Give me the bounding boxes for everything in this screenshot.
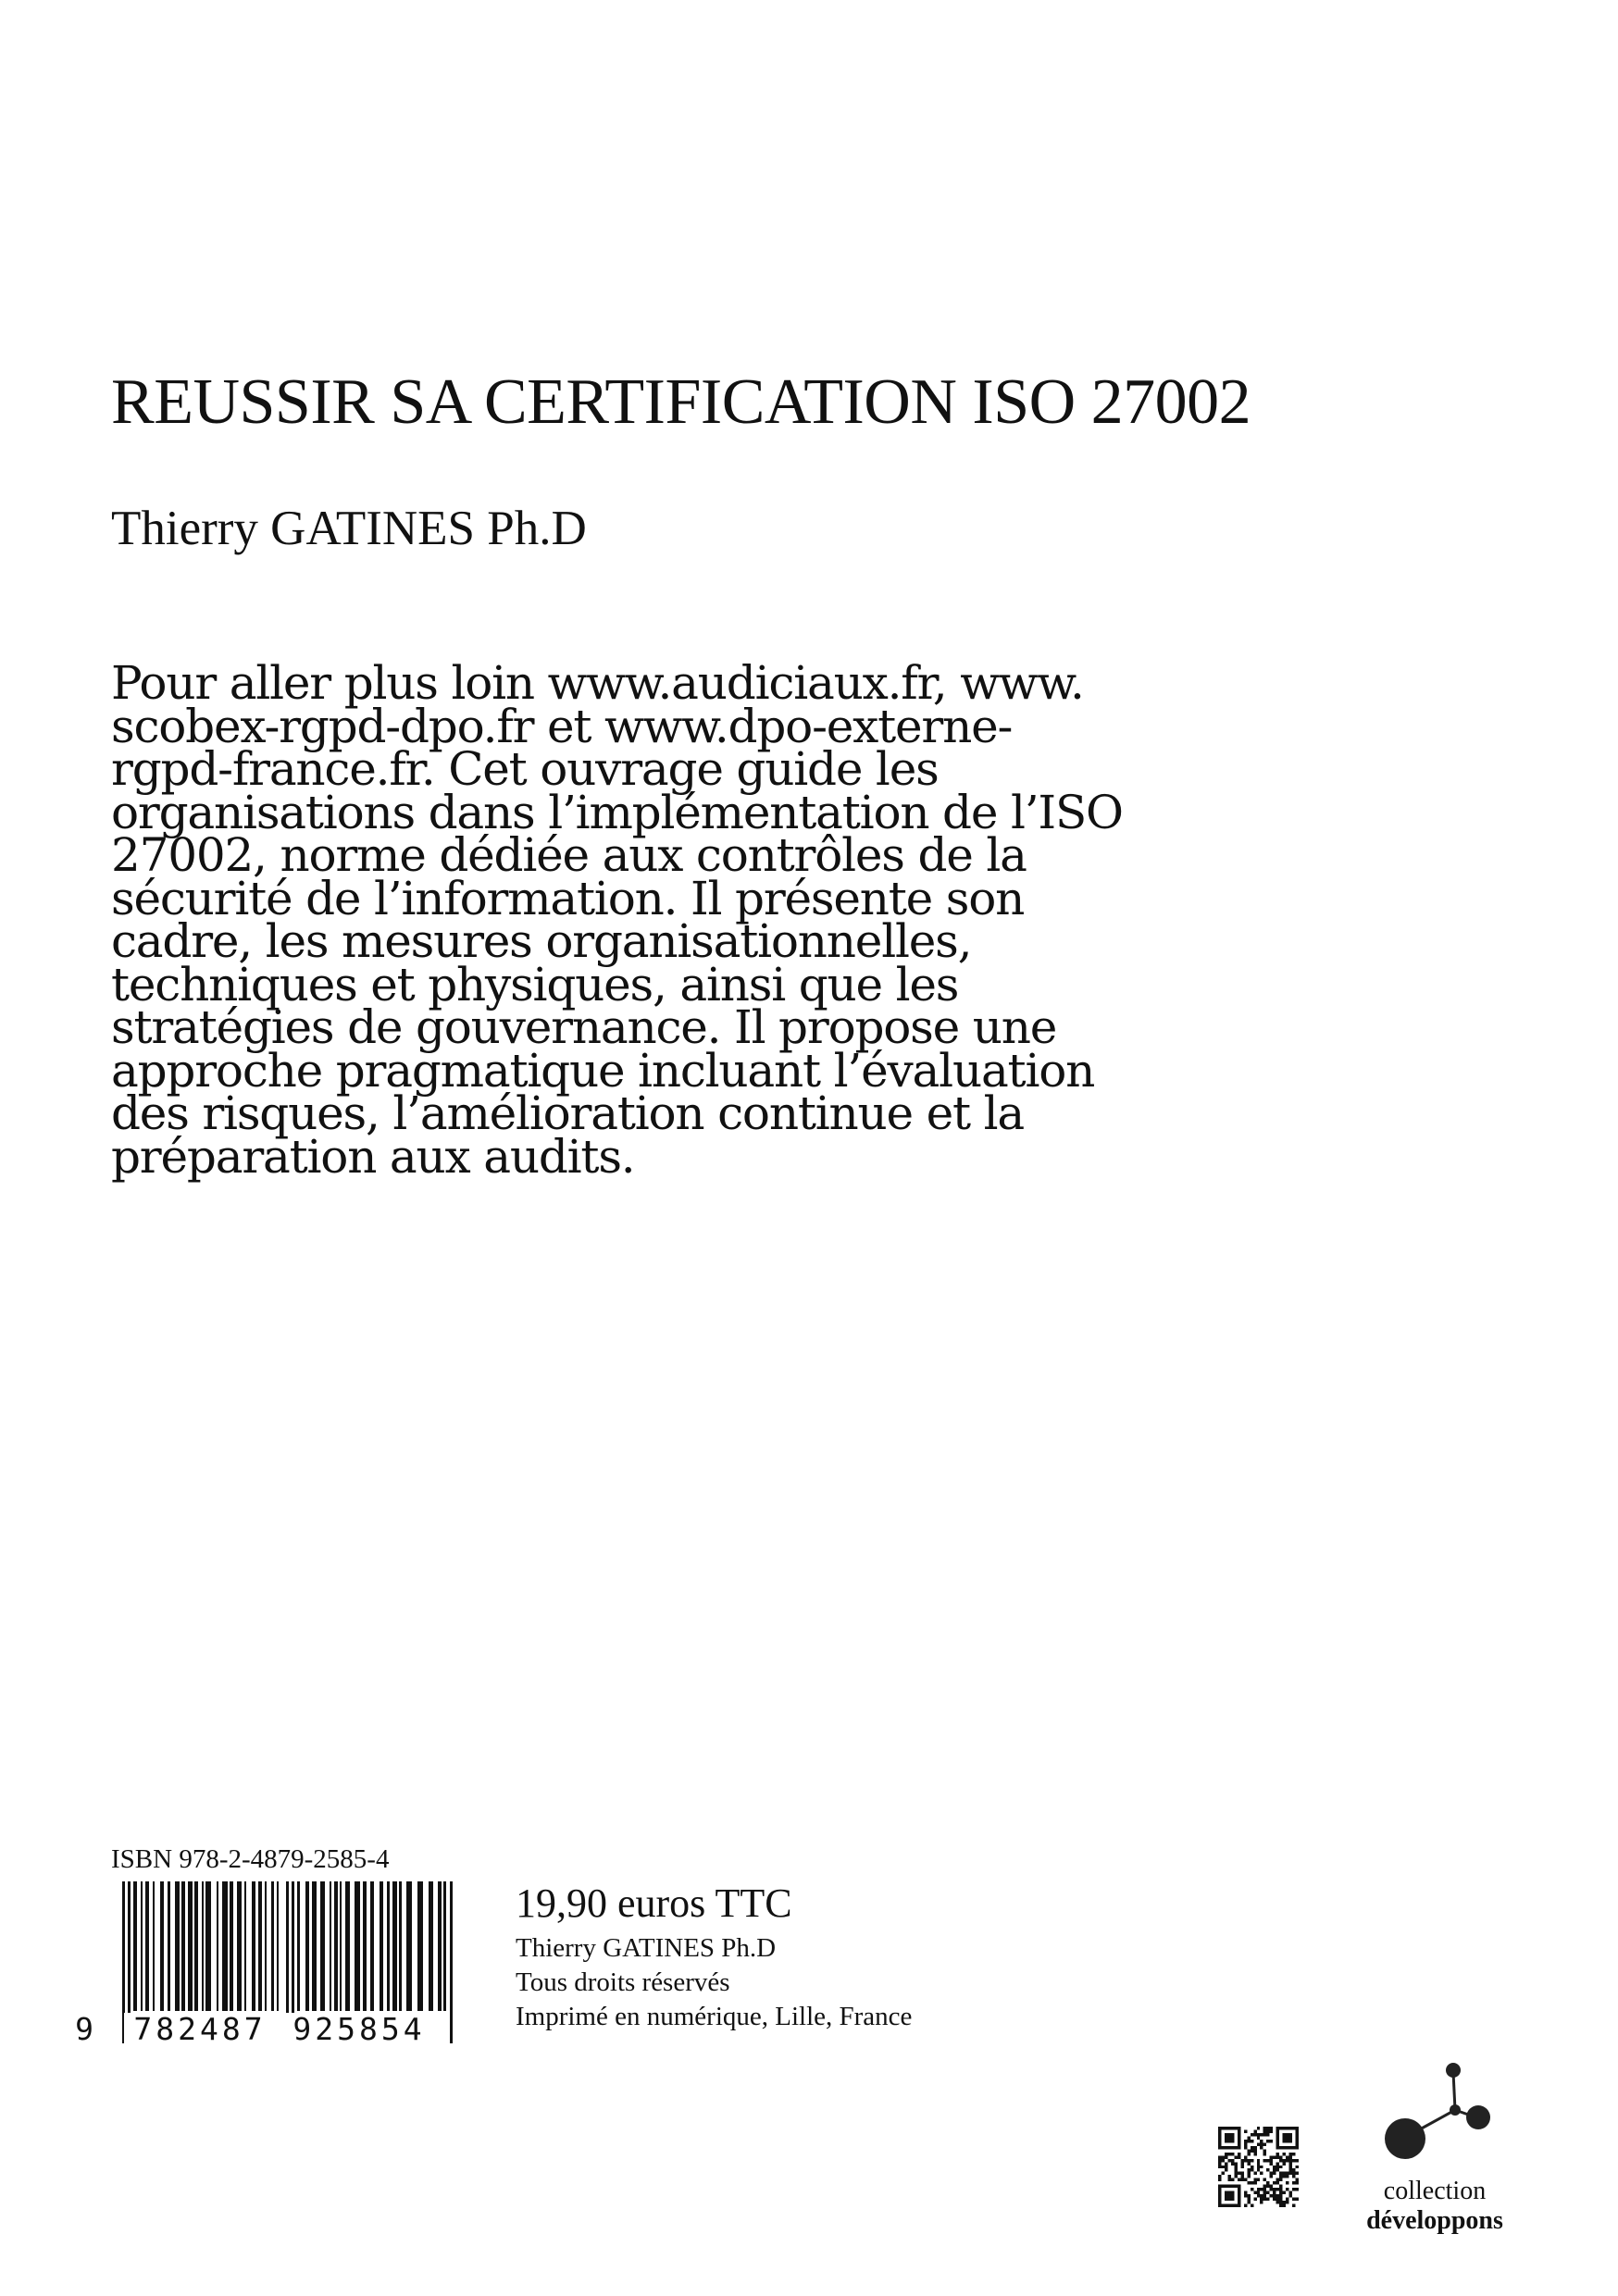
collection-line1: collection bbox=[1383, 2177, 1487, 2205]
imprint-rights: Tous droits réservés bbox=[516, 1967, 730, 1997]
description bbox=[111, 656, 1203, 1184]
description-line: organisations dans l’implémentation de l’ISO bbox=[111, 785, 1123, 839]
molecule-logo-icon bbox=[1370, 2059, 1518, 2179]
collection-label bbox=[1314, 2177, 1555, 2236]
imprint-printing: Imprimé en numérique, Lille, France bbox=[516, 2002, 913, 2031]
description-line: approche pragmatique incluant l’évaluation bbox=[111, 1043, 1095, 1098]
price: 19,90 euros TTC bbox=[516, 1880, 792, 1926]
description-line: préparation aux audits. bbox=[111, 1129, 635, 1184]
imprint-author: Thierry GATINES Ph.D bbox=[516, 1933, 777, 1963]
qr-code-icon bbox=[1218, 2127, 1299, 2207]
imprint-block bbox=[516, 1931, 912, 2034]
description-line: Pour aller plus loin www.audiciaux.fr, www. bbox=[111, 656, 1084, 710]
barcode-right-digits: 925854 bbox=[282, 2013, 436, 2046]
description-line: sécurité de l’information. Il présente son bbox=[111, 871, 1025, 925]
description-line: cadre, les mesures organisationnelles, bbox=[111, 914, 972, 968]
collection-name: développons bbox=[1366, 2206, 1503, 2235]
description-line: 27002, norme dédiée aux contrôles de la bbox=[111, 828, 1027, 882]
book-title: REUSSIR SA CERTIFICATION ISO 27002 bbox=[111, 366, 1251, 438]
isbn-label: ISBN 978-2-4879-2585-4 bbox=[111, 1844, 390, 1874]
description-line: scobex-rgpd-dpo.fr et www.dpo-externe- bbox=[111, 699, 1013, 753]
description-line: rgpd-france.fr. Cet ouvrage guide les bbox=[111, 742, 939, 796]
description-line: des risques, l’amélioration continue et la bbox=[111, 1086, 1024, 1140]
description-line: stratégies de gouvernance. Il propose une bbox=[111, 1000, 1057, 1054]
description-line: techniques et physiques, ainsi que les bbox=[111, 957, 959, 1011]
barcode-left-digits: 782487 bbox=[124, 2013, 276, 2046]
author-name: Thierry GATINES Ph.D bbox=[111, 502, 587, 555]
barcode-first-digit: 9 bbox=[65, 2013, 104, 2046]
